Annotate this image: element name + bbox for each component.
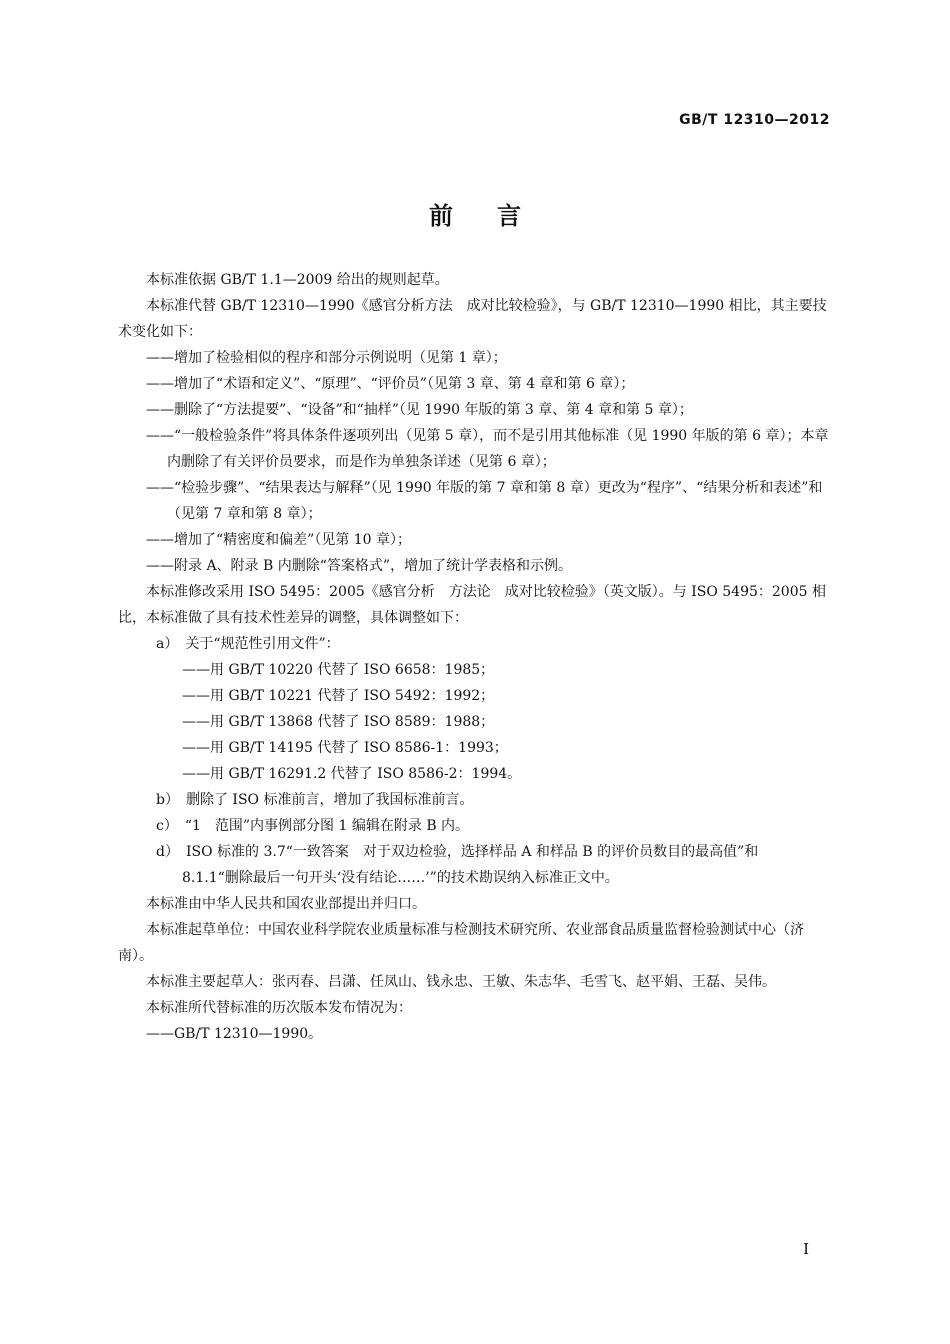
history-item-1: ——GB/T 12310—1990。 — [146, 1026, 323, 1042]
change-item-7: ——附录 A、附录 B 内删除“答案格式”，增加了统计学表格和示例。 — [146, 558, 573, 574]
paragraph-drafters: 本标准主要起草人：张丙春、吕潇、任凤山、钱永忠、王敏、朱志华、毛雪飞、赵平娟、王磊、吴伟。 — [146, 974, 776, 990]
change-item-4: ——“一般检验条件”将具体条件逐项列出（见第 5 章），而不是引用其他标准（见 1990 年版的第 6 章）；本章内删除了有关评价员要求，而是作为单独条详述（见第 6 章）； — [146, 428, 829, 470]
change-item-1: ——增加了检验相似的程序和部分示例说明（见第 1 章）； — [146, 350, 507, 366]
change-item-3: ——删除了“方法提要”、“设备”和“抽样”（见 1990 年版的第 3 章、第 4 章和第 5 章）； — [146, 402, 693, 418]
paragraph-proposer: 本标准由中华人民共和国农业部提出并归口。 — [146, 896, 426, 912]
list-item-b: b） 删除了 ISO 标准前言，增加了我国标准前言。 — [156, 792, 474, 808]
reference-item-5: ——用 GB/T 16291.2 代替了 ISO 8586-2：1994。 — [182, 766, 522, 782]
list-item-c: c） “1 范围”内事例部分图 1 编辑在附录 B 内。 — [156, 818, 470, 834]
change-item-5: ——“检验步骤”、“结果表达与解释”（见 1990 年版的第 7 章和第 8 章）更改为“程序”、“结果分析和表述”和（见第 7 章和第 8 章）； — [146, 480, 823, 522]
page-title — [0, 196, 950, 231]
title-char-1: 前 — [429, 202, 453, 230]
list-item-d-line2: 8.1.1“删除最后一句开头‘没有结论……’”的技术勘误纳入标准正文中。 — [182, 870, 619, 886]
change-item-6: ——增加了“精密度和偏差”（见第 10 章）； — [146, 532, 412, 548]
change-item-2: ——增加了“术语和定义”、“原理”、“评价员”（见第 3 章、第 4 章和第 6 章）； — [146, 376, 635, 392]
paragraph-drafting-basis: 本标准依据 GB/T 1.1—2009 给出的规则起草。 — [146, 272, 449, 288]
paragraph-replaces: 本标准代替 GB/T 12310—1990《感官分析方法 成对比较检验》，与 GB/T 12310—1990 相比，其主要技术变化如下： — [118, 298, 827, 340]
reference-item-3: ——用 GB/T 13868 代替了 ISO 8589：1988； — [182, 714, 495, 730]
paragraph-iso-adoption: 本标准修改采用 ISO 5495：2005《感官分析 方法论 成对比较检验》（英文版）。与 ISO 5495：2005 相比，本标准做了具有技术性差异的调整，具体调整如下： — [118, 584, 826, 626]
paragraph-drafting-units: 本标准起草单位：中国农业科学院农业质量标准与检测技术研究所、农业部食品质量监督检验测试中心（济南）。 — [118, 922, 804, 964]
reference-item-1: ——用 GB/T 10220 代替了 ISO 6658：1985； — [182, 662, 495, 678]
reference-item-4: ——用 GB/T 14195 代替了 ISO 8586-1：1993； — [182, 740, 508, 756]
title-char-2: 言 — [497, 202, 521, 230]
page-number: I — [803, 1240, 809, 1258]
standard-code: GB/T 12310—2012 — [679, 112, 830, 128]
reference-item-2: ——用 GB/T 10221 代替了 ISO 5492：1992； — [182, 688, 495, 704]
list-item-d-line1: d） ISO 标准的 3.7“一致答案 对于双边检验，选择样品 A 和样品 B 的评价员数目的最高值”和 — [156, 844, 759, 860]
foreword-body — [118, 267, 832, 1047]
paragraph-history: 本标准所代替标准的历次版本发布情况为： — [146, 1000, 412, 1016]
list-item-a: a） 关于“规范性引用文件”： — [156, 636, 340, 652]
